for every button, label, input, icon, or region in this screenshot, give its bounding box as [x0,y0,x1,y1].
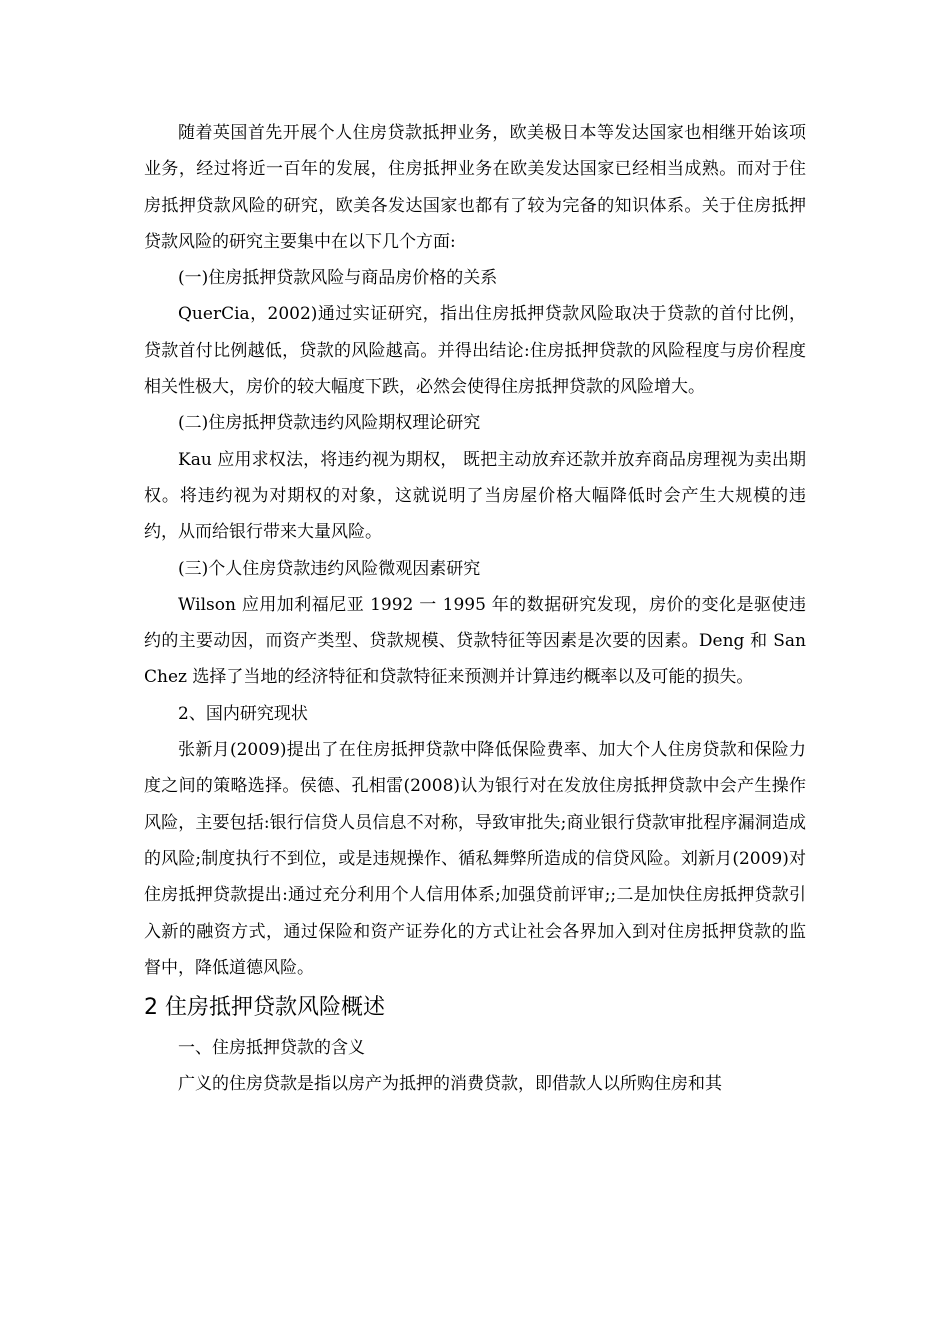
paragraph-kau: Kau 应用求权法，将违约视为期权， 既把主动放弃还款并放弃商品房理视为卖出期权。将违约视为对期权的对象，这就说明了当房屋价格大幅降低时会产生大规模的违约，从而给银行带来大量风险。 [144,449,806,543]
subheading-definition: 一、住房抵押贷款的含义 [178,1038,365,1059]
paragraph-quercia: QuerCia，2002)通过实证研究，指出住房抵押贷款风险取决于贷款的首付比例，贷款首付比例越低，贷款的风险越高。并得出结论:住房抵押贷款的风险程度与房价程度相关性极大，房价的较大幅度下跌，必然会使得住房抵押贷款的风险增大。 [144,304,806,398]
paragraph-wilson: Wilson 应用加利福尼亚 1992 一 1995 年的数据研究发现，房价的变化是驱使违约的主要动因，而资产类型、贷款规模、贷款特征等因素是次要的因素。Deng 和 SanChez 选择了当地的经济特征和贷款特征来预测并计算违约概率以及可能的损失。 [144,594,806,688]
paragraph-definition: 广义的住房贷款是指以房产为抵押的消费贷款，即借款人以所购住房和其 [178,1074,722,1095]
subheading-domestic-research: 2、国内研究现状 [178,703,308,724]
section-heading: 2 住房抵押贷款风险概述 [144,995,385,1021]
paragraph-domestic: 张新月(2009)提出了在住房抵押贷款中降低保险费率、加大个人住房贷款和保险力度之间的策略选择。侯德、孔相雷(2008)认为银行对在发放住房抵押贷款中会产生操作风险，主要包括:银行信贷人员信息不对称，导致审批失;商业银行贷款审批程序漏洞造成的风险;制度执行不到位，或是违规操作、循私舞弊所造成的信贷风险。刘新月(2009)对住房抵押贷款提出:通过充分利用个人信用体系;加强贷前评审;;二是加快住房抵押贷款引入新的融资方式，通过保险和资产证券化的方式让社会各界加入到对住房抵押贷款的监督中，降低道德风险。 [144,740,806,978]
subheading-price-relation: (一)住房抵押贷款风险与商品房价格的关系 [178,268,498,289]
subheading-option-theory: (二)住房抵押贷款违约风险期权理论研究 [178,413,481,434]
paragraph-intro: 随着英国首先开展个人住房贷款抵押业务，欧美极日本等发达国家也相继开始该项业务，经过将近一百年的发展，住房抵押业务在欧美发达国家已经相当成熟。而对于住房抵押贷款风险的研究，欧美各发达国家也都有了较为完备的知识体系。关于住房抵押贷款风险的研究主要集中在以下几个方面: [144,123,806,252]
subheading-micro-factors: (三)个人住房贷款违约风险微观因素研究 [178,558,481,579]
